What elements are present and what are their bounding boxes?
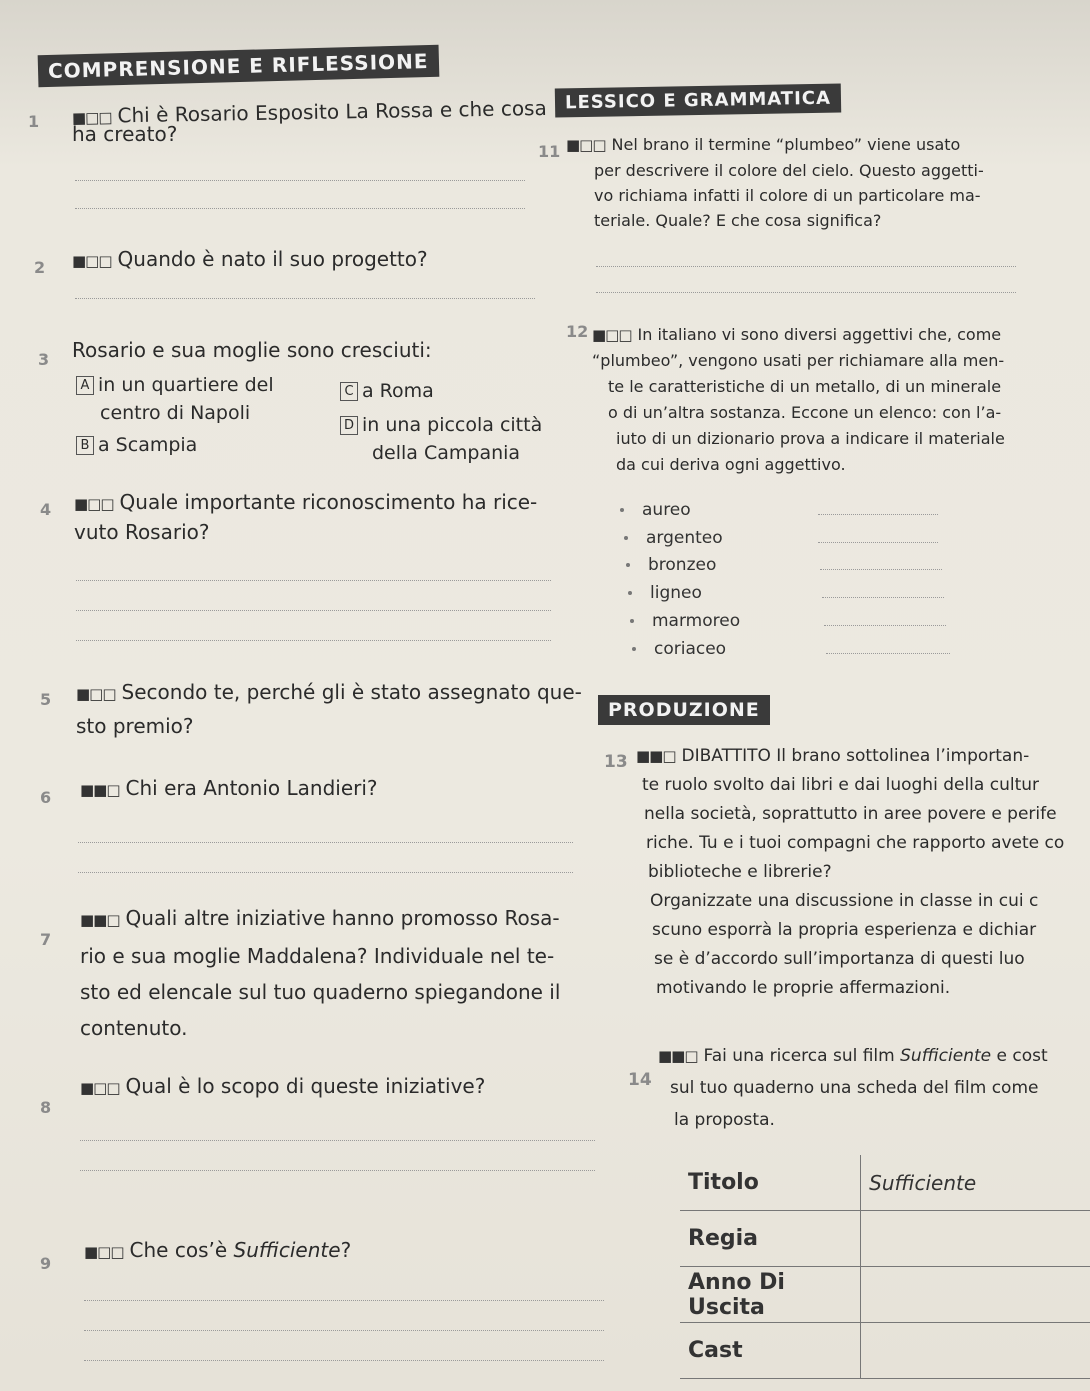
table-value[interactable] (861, 1267, 1090, 1323)
table-label: Anno Di Uscita (680, 1267, 861, 1323)
option-a-cont: centro di Napoli (100, 402, 251, 424)
answer-line[interactable] (596, 292, 1016, 293)
adjective-item: ligneo (628, 583, 702, 603)
difficulty-icon: ■■□ (80, 781, 120, 799)
question-9-text: ■□□ Che cos’è Sufficiente? (84, 1236, 351, 1266)
option-letter-box: D (340, 416, 358, 435)
question-number: 4 (40, 500, 52, 519)
adjective-item: bronzeo (626, 555, 716, 575)
question-number: 8 (40, 1098, 52, 1117)
table-value[interactable] (861, 1211, 1090, 1267)
answer-line[interactable] (75, 298, 535, 299)
question-number: 11 (538, 142, 561, 161)
question-number: 1 (28, 112, 40, 131)
answer-line[interactable] (84, 1300, 604, 1301)
question-number: 2 (34, 258, 46, 277)
answer-line[interactable] (822, 597, 944, 598)
question-1-text: ■□□ Chi è Rosario Esposito La Rossa e che cosa (72, 94, 547, 132)
answer-line[interactable] (75, 180, 525, 181)
difficulty-icon: ■□□ (84, 1243, 124, 1261)
difficulty-icon: ■□□ (592, 326, 632, 344)
difficulty-icon: ■■□ (80, 911, 120, 929)
table-row (680, 1323, 1090, 1379)
film-info-table (680, 1155, 1090, 1379)
difficulty-icon: ■□□ (566, 136, 606, 154)
answer-line[interactable] (84, 1330, 604, 1331)
answer-line[interactable] (820, 569, 942, 570)
question-number: 13 (604, 752, 628, 772)
question-number: 9 (40, 1254, 52, 1273)
table-label: Cast (680, 1323, 861, 1379)
difficulty-icon: ■■□ (636, 747, 676, 765)
difficulty-icon: ■□□ (72, 252, 112, 270)
answer-line[interactable] (76, 610, 551, 611)
table-label: Titolo (680, 1155, 861, 1211)
question-4-text-cont: vuto Rosario? (74, 520, 210, 544)
difficulty-icon: ■■□ (658, 1047, 698, 1065)
option-d-cont: della Campania (372, 442, 521, 464)
answer-line[interactable] (78, 842, 573, 843)
difficulty-icon: ■□□ (74, 495, 114, 513)
table-value[interactable]: Sufficiente (861, 1155, 1090, 1211)
table-label: Regia (680, 1211, 861, 1267)
answer-line[interactable] (596, 266, 1016, 267)
answer-line[interactable] (818, 542, 938, 543)
answer-line[interactable] (826, 653, 950, 654)
question-number: 3 (38, 350, 50, 369)
question-13-text: ■■□ DIBATTITO Il brano sottolinea l’importan- te ruolo svolto dai libri e dai luoghi della cultur nella società, soprattutto in aree povere e perife riche. Tu e i tuoi compagni che rapporto avete co biblioteche e librerie? Organizzate una discussione in classe in cui c scuno esporrà la propria esperienza e dichiar se è d’accordo sull’importanza di questi luo motivando le proprie affermazioni. (636, 742, 1064, 1003)
question-12-text: ■□□ In italiano vi sono diversi aggettivi che, come “plumbeo”, vengono usati per richiamare alla men- te le caratteristiche di un metallo, di un minerale o di un’altra sostanza. Eccone un elenco: con l’a- iuto di un dizionario prova a indicare il materiale da cui deriva ogni aggettivo. (592, 322, 1005, 478)
answer-line[interactable] (818, 514, 938, 515)
question-number: 7 (40, 930, 52, 949)
answer-line[interactable] (75, 208, 525, 209)
answer-line[interactable] (824, 625, 946, 626)
question-1-text-cont: ha creato? (72, 122, 178, 146)
answer-line[interactable] (76, 580, 551, 581)
question-7-text: ■■□ Quali altre iniziative hanno promosso Rosa- rio e sua moglie Maddalena? Individuale nel te- sto ed elencale sul tuo quaderno spiegandone il contenuto. (80, 900, 560, 1046)
question-number: 5 (40, 690, 52, 709)
question-4-text: ■□□ Quale importante riconoscimento ha rice- (74, 488, 537, 518)
adjective-item: aureo (620, 500, 691, 520)
question-14-text: ■■□ Fai una ricerca sul film Sufficiente e cost sul tuo quaderno una scheda del film come la proposta. (658, 1040, 1048, 1136)
difficulty-icon: ■□□ (76, 685, 116, 703)
question-5-text: ■□□ Secondo te, perché gli è stato assegnato que- (76, 678, 582, 708)
option-c[interactable]: C a Roma (340, 378, 434, 404)
section-title-comprensione: COMPRENSIONE E RIFLESSIONE (38, 45, 439, 87)
question-5-text-cont: sto premio? (76, 714, 194, 738)
option-letter-box: B (76, 436, 94, 455)
difficulty-icon: ■□□ (71, 108, 112, 128)
table-row (680, 1267, 1090, 1323)
difficulty-icon: ■□□ (80, 1079, 120, 1097)
question-2-text: ■□□ Quando è nato il suo progetto? (72, 245, 428, 275)
option-d[interactable]: D in una piccola città (340, 412, 542, 438)
table-row (680, 1155, 1090, 1211)
table-value[interactable] (861, 1323, 1090, 1379)
question-6-text: ■■□ Chi era Antonio Landieri? (80, 774, 378, 804)
answer-line[interactable] (84, 1360, 604, 1361)
question-11-text: ■□□ Nel brano il termine “plumbeo” viene usato per descrivere il colore del cielo. Questo aggetti- vo richiama infatti il colore di un particolare ma- teriale. Quale? E che cosa significa? (566, 135, 984, 230)
question-3-text: Rosario e sua moglie sono cresciuti: (72, 338, 432, 362)
question-number: 6 (40, 788, 52, 807)
question-number: 12 (566, 322, 589, 341)
question-8-text: ■□□ Qual è lo scopo di queste iniziative? (80, 1072, 485, 1102)
section-title-produzione: PRODUZIONE (598, 695, 770, 725)
adjective-item: argenteo (624, 528, 723, 548)
answer-line[interactable] (80, 1140, 595, 1141)
answer-line[interactable] (80, 1170, 595, 1171)
question-number: 14 (628, 1070, 652, 1090)
option-b[interactable]: B a Scampia (76, 432, 197, 458)
option-letter-box: A (76, 376, 94, 395)
option-a[interactable]: A in un quartiere del (76, 372, 274, 398)
adjective-item: marmoreo (630, 611, 740, 631)
adjective-item: coriaceo (632, 639, 726, 659)
section-title-lessico: LESSICO E GRAMMATICA (555, 84, 841, 118)
answer-line[interactable] (76, 640, 551, 641)
table-row (680, 1211, 1090, 1267)
option-letter-box: C (340, 382, 358, 401)
answer-line[interactable] (78, 872, 573, 873)
